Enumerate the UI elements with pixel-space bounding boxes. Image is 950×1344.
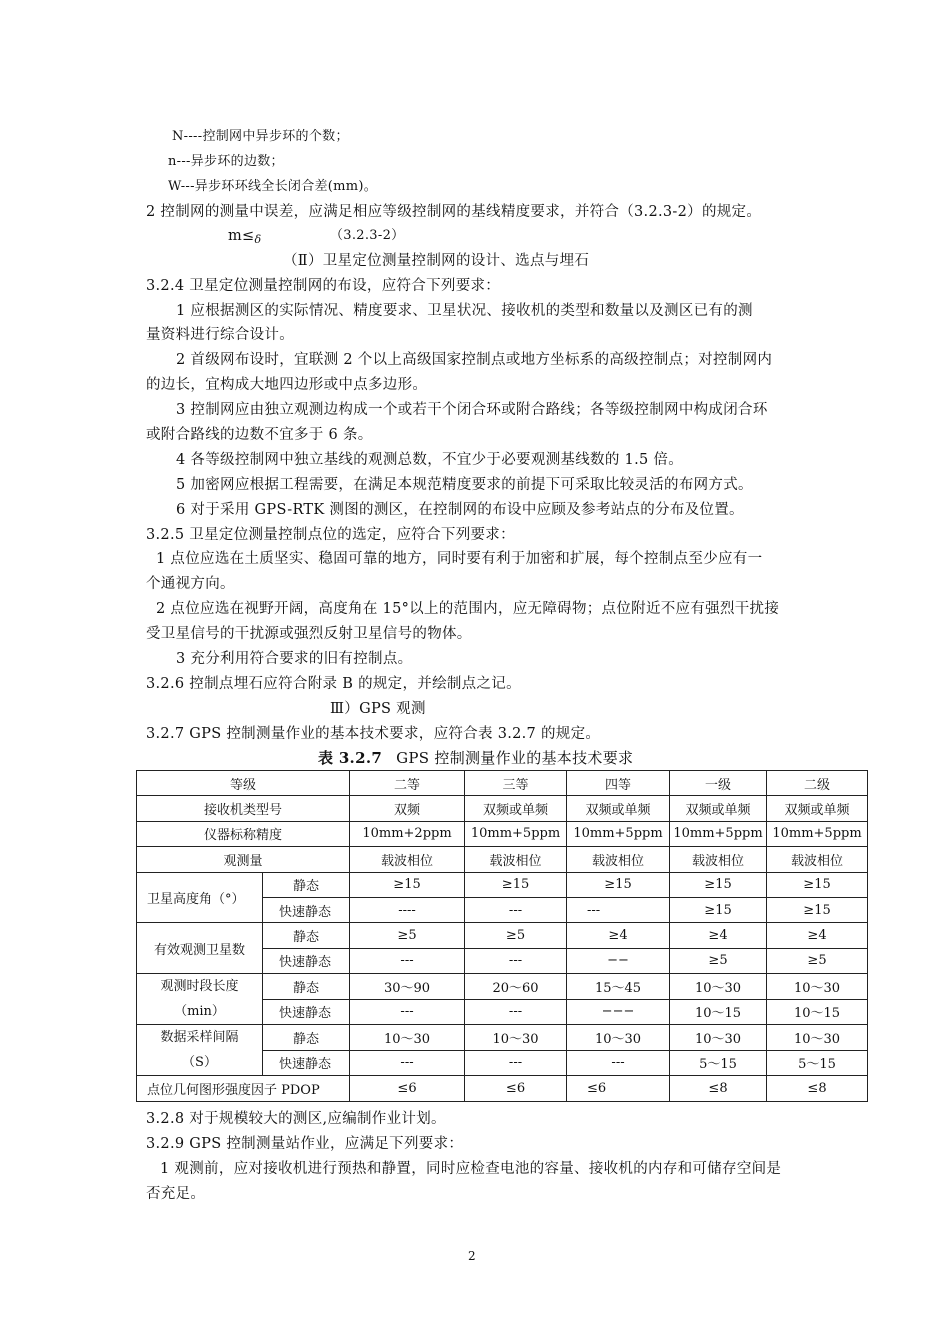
formula <box>228 226 261 250</box>
table-cell: 10～30 <box>465 1025 567 1051</box>
table-cell: ≥15 <box>670 897 767 922</box>
table-cell: ≥4 <box>670 923 767 948</box>
text-line: 2 控制网的测量中误差，应满足相应等级控制网的基线精度要求，并符合（3.2.3-2）的规定。 <box>146 204 762 220</box>
table-cell: 10～30 <box>350 1025 465 1051</box>
table-row <box>137 847 868 872</box>
table-cell: --- <box>465 948 567 973</box>
table-cell: 双频或单频 <box>767 796 868 821</box>
formula-number: （3.2.3-2） <box>330 228 405 243</box>
table-cell: ≥15 <box>567 872 670 897</box>
text-line: 2 首级网布设时，宜联测 2 个以上高级国家控制点或地方坐标系的高级控制点；对控制网内 <box>176 352 773 368</box>
table-cell: 双频或单频 <box>567 796 670 821</box>
table-cell: 10mm+5ppm <box>567 821 670 846</box>
table-cell: 10mm+2ppm <box>350 821 465 846</box>
table-cell: 观测量 <box>137 847 350 872</box>
text-line: n---异步环的边数； <box>168 154 284 169</box>
table-group-label <box>137 1025 263 1076</box>
table-cell: 10mm+5ppm <box>465 821 567 846</box>
table-row <box>137 923 868 948</box>
table-cell: ≤8 <box>670 1076 767 1101</box>
table-cell: 快速静态 <box>263 1050 350 1076</box>
table-group-label-unit: （min） <box>174 1004 225 1020</box>
clause-heading: 3.2.4 卫星定位测量控制网的布设，应符合下列要求： <box>146 278 501 294</box>
table-cell: 静态 <box>263 923 350 948</box>
table-cell: 载波相位 <box>567 847 670 872</box>
table-row <box>137 1025 868 1051</box>
clause-heading: 3.2.9 GPS 控制测量站作业，应满足下列要求： <box>146 1136 464 1152</box>
text-line: 3 控制网应由独立观测边构成一个或若干个闭合环或附合路线；各等级控制网中构成闭合环 <box>176 402 768 418</box>
formula-lhs: m≤ <box>228 228 255 244</box>
table-cell: ≥5 <box>767 948 868 973</box>
table-cell: --- <box>465 1050 567 1076</box>
table-cell: ≥4 <box>567 923 670 948</box>
table-cell: ≥5 <box>670 948 767 973</box>
table-cell: 快速静态 <box>263 948 350 973</box>
table-cell: 双频或单频 <box>465 796 567 821</box>
table-cell: 20～60 <box>465 974 567 1000</box>
table-caption-number: 表 3.2.7 <box>318 749 383 767</box>
table-cell: 接收机类型号 <box>137 796 350 821</box>
text-line: 1 应根据测区的实际情况、精度要求、卫星状况、接收机的类型和数量以及测区已有的测 <box>176 303 753 319</box>
text-line: 的边长，宜构成大地四边形或中点多边形。 <box>146 377 428 393</box>
table-cell: ≤6 <box>350 1076 465 1101</box>
table-row <box>137 796 868 821</box>
table-cell: ≥15 <box>767 872 868 897</box>
table-header-cell: 等级 <box>137 771 350 796</box>
text-line: N----控制网中异步环的个数； <box>172 129 349 144</box>
text-line: 受卫星信号的干扰源或强烈反射卫星信号的物体。 <box>146 626 472 642</box>
table-cell: ≥15 <box>465 872 567 897</box>
table-row <box>137 974 868 1000</box>
table-cell: ≥5 <box>465 923 567 948</box>
table-cell: ≥4 <box>767 923 868 948</box>
table-cell: 仪器标称精度 <box>137 821 350 846</box>
table-group-label <box>137 974 263 1025</box>
section-heading: （Ⅱ）卫星定位测量控制网的设计、选点与埋石 <box>283 253 590 269</box>
table-header-cell: 一级 <box>670 771 767 796</box>
table-group-label-line: 观测时段长度 <box>160 979 239 995</box>
table-row <box>137 821 868 846</box>
table-group-label-line: 数据采样间隔 <box>160 1030 239 1046</box>
table-cell: ≤6 <box>567 1076 670 1101</box>
page-number: 2 <box>468 1249 476 1263</box>
table-cell: --- <box>465 999 567 1025</box>
table-cell: 10～30 <box>767 974 868 1000</box>
table-cell: 载波相位 <box>465 847 567 872</box>
table-cell: --- <box>567 1050 670 1076</box>
table-cell: 快速静态 <box>263 999 350 1025</box>
table-cell: 10～30 <box>767 1025 868 1051</box>
table-group-label-unit: （S） <box>182 1055 217 1071</box>
table-cell: 10～15 <box>670 999 767 1025</box>
table-cell: --- <box>350 1050 465 1076</box>
table-caption <box>318 748 633 768</box>
table-cell: −− <box>567 948 670 973</box>
table-cell: --- <box>350 948 465 973</box>
table-row <box>137 872 868 897</box>
table-group-label: 有效观测卫星数 <box>137 923 263 974</box>
clause-heading: 3.2.8 对于规模较大的测区,应编制作业计划。 <box>146 1111 446 1127</box>
table-cell: --- <box>350 999 465 1025</box>
table-cell: 5～15 <box>767 1050 868 1076</box>
text-line: 2 点位应选在视野开阔，高度角在 15°以上的范围内，应无障碍物；点位附近不应有强烈干扰接 <box>156 601 780 617</box>
table-cell: 静态 <box>263 974 350 1000</box>
table-cell: 15～45 <box>567 974 670 1000</box>
table-cell: 10mm+5ppm <box>767 821 868 846</box>
table-cell: 30～90 <box>350 974 465 1000</box>
section-heading: Ⅲ）GPS 观测 <box>330 701 426 717</box>
table-caption-text: GPS 控制测量作业的基本技术要求 <box>396 749 634 767</box>
table-cell: --- <box>567 897 670 922</box>
table-header-cell: 二级 <box>767 771 868 796</box>
table-cell: 载波相位 <box>350 847 465 872</box>
table-cell: 载波相位 <box>767 847 868 872</box>
table-header-cell: 四等 <box>567 771 670 796</box>
table-row <box>137 771 868 796</box>
table-cell: 10mm+5ppm <box>670 821 767 846</box>
table-cell: 10～30 <box>670 974 767 1000</box>
table-cell: ---- <box>350 897 465 922</box>
clause-heading: 3.2.5 卫星定位测量控制点位的选定，应符合下列要求： <box>146 527 515 543</box>
text-line: 3 充分利用符合要求的旧有控制点。 <box>176 651 413 667</box>
table-cell: 10～30 <box>567 1025 670 1051</box>
table-group-label: 卫星高度角（°） <box>137 872 263 923</box>
clause-heading: 3.2.7 GPS 控制测量作业的基本技术要求，应符合表 3.2.7 的规定。 <box>146 726 601 742</box>
table-cell: 静态 <box>263 1025 350 1051</box>
table-cell: 双频 <box>350 796 465 821</box>
table-cell: 10～15 <box>767 999 868 1025</box>
clause-heading: 3.2.6 控制点埋石应符合附录 B 的规定，并绘制点之记。 <box>146 676 521 692</box>
table-cell: 双频或单频 <box>670 796 767 821</box>
text-line: 个通视方向。 <box>146 576 235 592</box>
table-cell: 10～30 <box>670 1025 767 1051</box>
table-cell: ≥15 <box>767 897 868 922</box>
table-cell: 快速静态 <box>263 897 350 922</box>
table-row <box>137 1076 868 1101</box>
table-cell: ≥15 <box>670 872 767 897</box>
table-cell: 点位几何图形强度因子 PDOP <box>137 1076 350 1101</box>
table-cell: ≤6 <box>465 1076 567 1101</box>
gps-requirements-table <box>136 770 868 1102</box>
table-cell: ≥15 <box>350 872 465 897</box>
table-cell: ≤8 <box>767 1076 868 1101</box>
table-header-cell: 二等 <box>350 771 465 796</box>
table-cell: 静态 <box>263 872 350 897</box>
table-cell: −−− <box>567 999 670 1025</box>
formula-delta: δ <box>254 233 262 246</box>
table-header-cell: 三等 <box>465 771 567 796</box>
table-cell: 5～15 <box>670 1050 767 1076</box>
text-line: W---异步环环线全长闭合差(mm)。 <box>168 179 378 194</box>
text-line: 否充足。 <box>146 1186 206 1202</box>
text-line: 1 观测前，应对接收机进行预热和静置，同时应检查电池的容量、接收机的内存和可储存空间是 <box>160 1161 782 1177</box>
text-line: 1 点位应选在土质坚实、稳固可靠的地方，同时要有利于加密和扩展，每个控制点至少应有一 <box>156 551 763 567</box>
table-cell: 载波相位 <box>670 847 767 872</box>
text-line: 6 对于采用 GPS-RTK 测图的测区，在控制网的布设中应顾及参考站点的分布及位置。 <box>176 502 744 518</box>
text-line: 5 加密网应根据工程需要，在满足本规范精度要求的前提下可采取比较灵活的布网方式。 <box>176 477 753 493</box>
text-line: 量资料进行综合设计。 <box>146 327 294 343</box>
text-line: 或附合路线的边数不宜多于 6 条。 <box>146 427 373 443</box>
table-cell: --- <box>465 897 567 922</box>
text-line: 4 各等级控制网中独立基线的观测总数，不宜少于必要观测基线数的 1.5 倍。 <box>176 452 684 468</box>
table-cell: ≥5 <box>350 923 465 948</box>
